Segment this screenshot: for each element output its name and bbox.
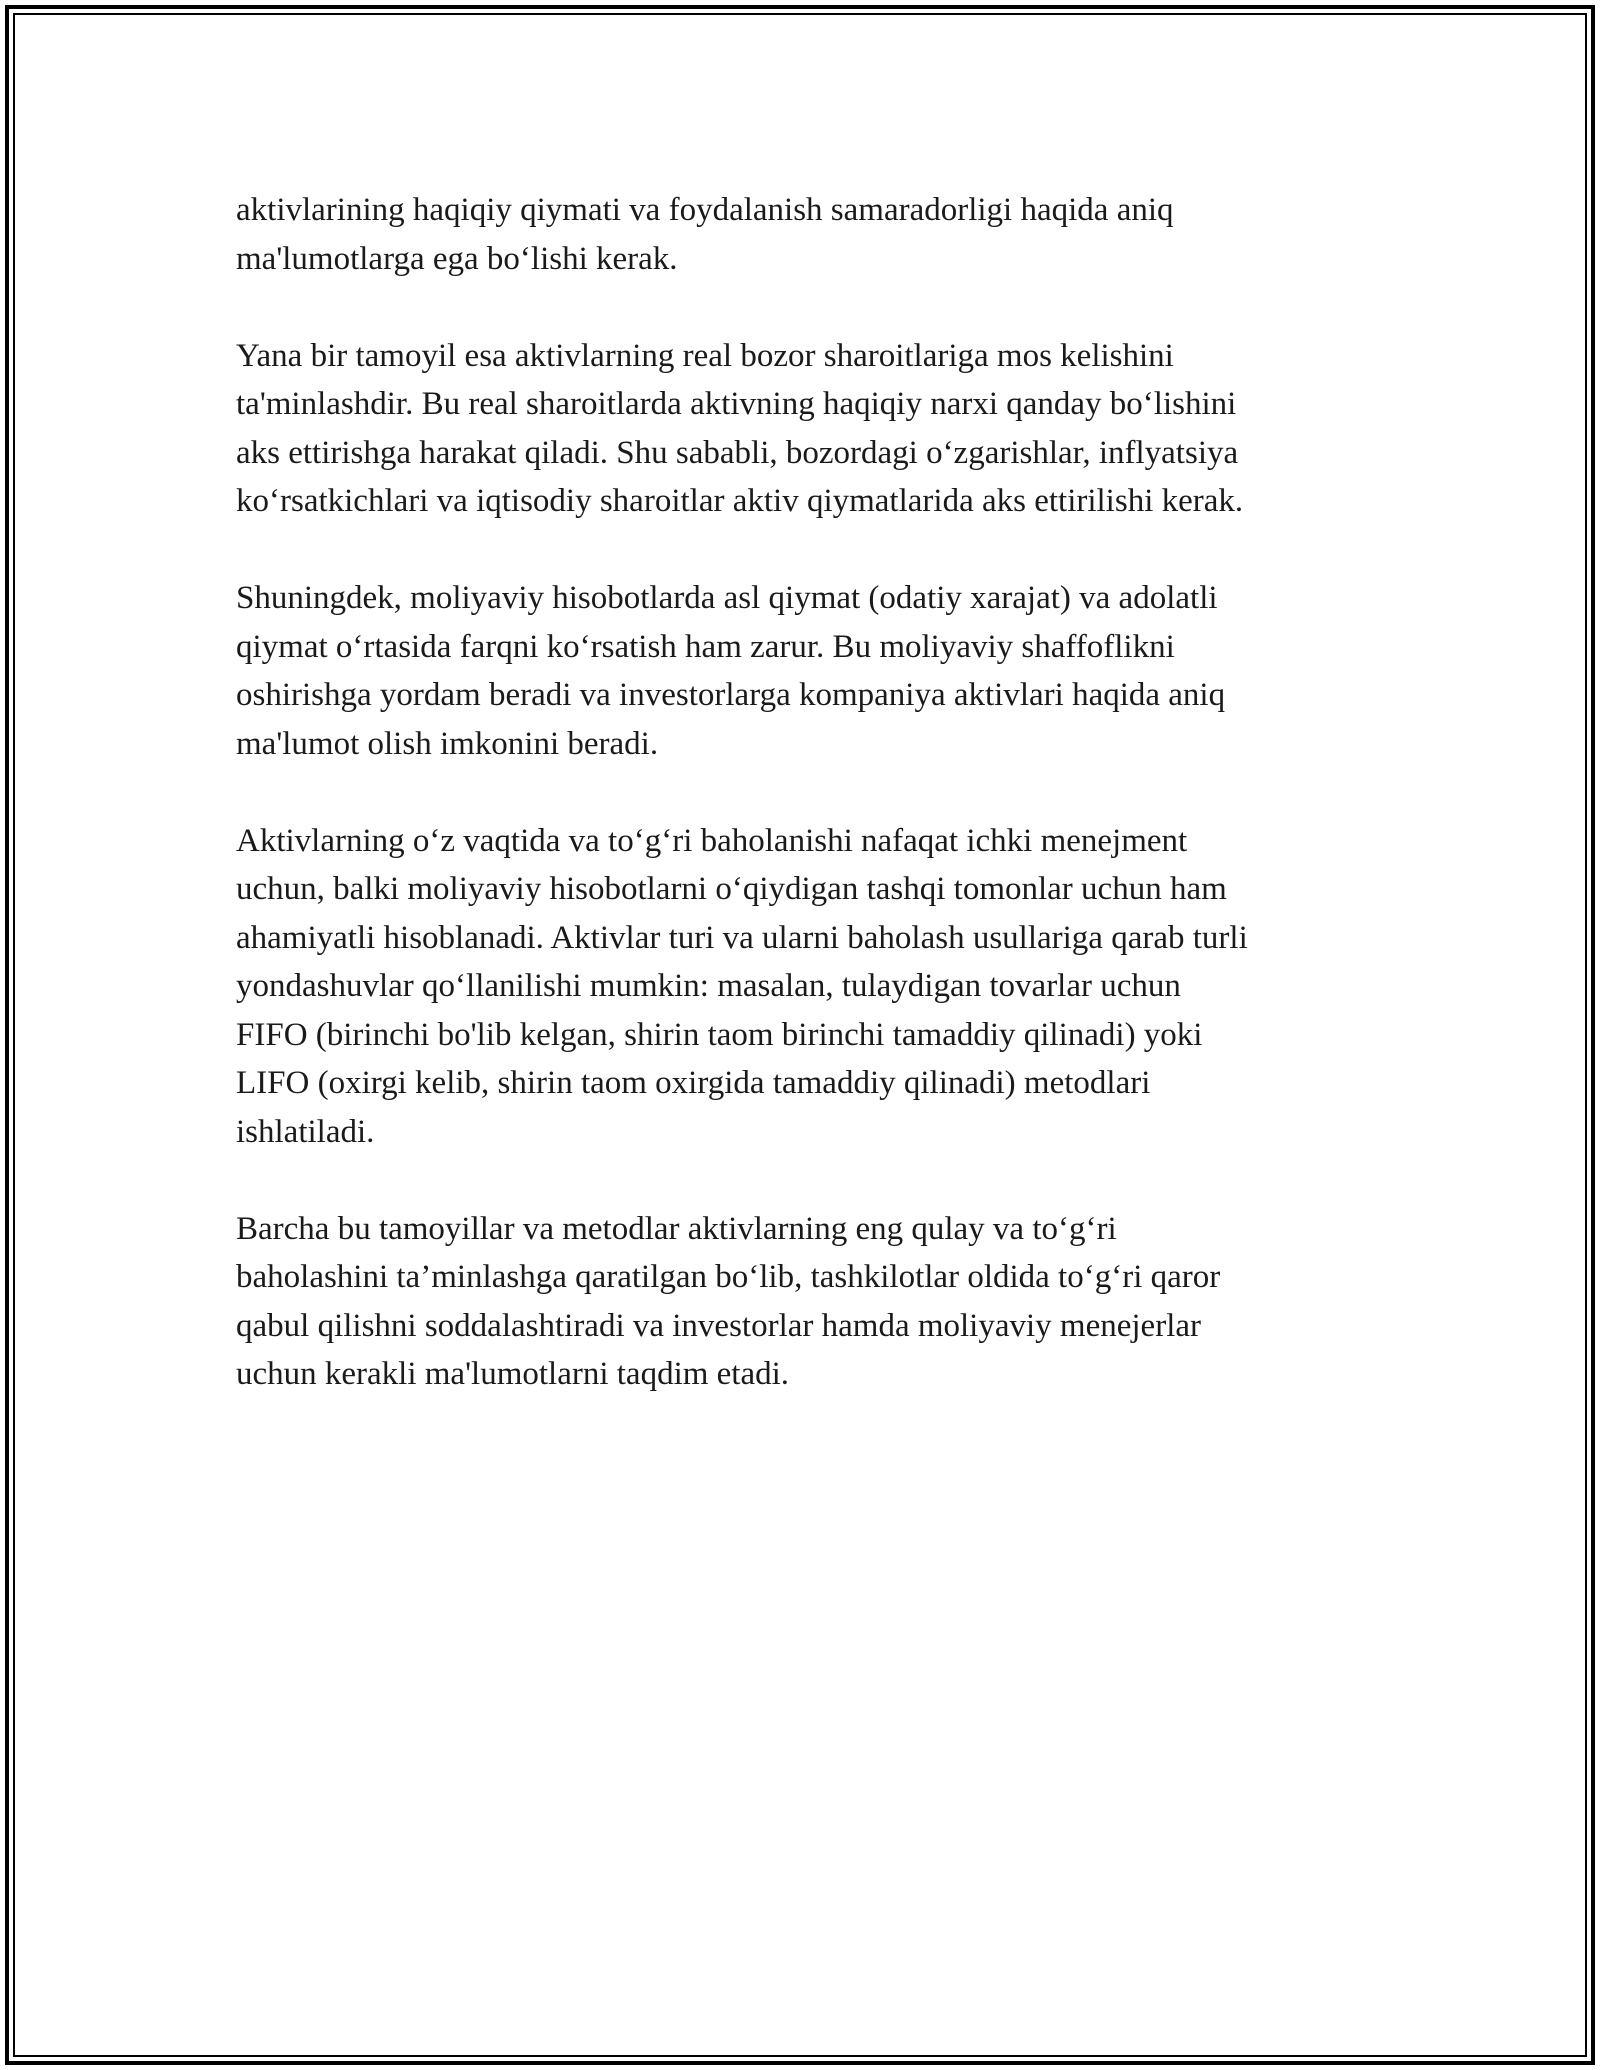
document-body	[236, 186, 1376, 1447]
paragraph-3: Shuningdek, moliyaviy hisobotlarda asl qiymat (odatiy xarajat) va adolatli qiymat oʻrtasida farqni koʻrsatish ham zarur. Bu moliyaviy shaffoflikni oshirishga yordam beradi va investorlarga kompaniya aktivlari haqida aniq ma'lumot olish imkonini beradi.	[236, 580, 1226, 762]
paragraph-2: Yana bir tamoyil esa aktivlarning real bozor sharoitlariga mos kelishini ta'minlashdir. Bu real sharoitlarda aktivning haqiqiy narxi qanday boʻlishini aks ettirishga harakat qiladi. Shu sababli, bozordagi oʻzgarishlar, inflyatsiya koʻrsatkichlari va iqtisodiy sharoitlar aktiv qiymatlarida aks ettirilishi kerak.	[236, 337, 1244, 519]
paragraph-4: Aktivlarning oʻz vaqtida va toʻgʻri baholanishi nafaqat ichki menejment uchun, balki moliyaviy hisobotlarni oʻqiydigan tashqi tomonlar uchun ham ahamiyatli hisoblanadi. Aktivlar turi va ularni baholash usullariga qarab turli yondashuvlar qoʻllanilishi mumkin: masalan, tulaydigan tovarlar uchun FIFO (birinchi bo'lib kelgan, shirin taom birinchi tamaddiy qilinadi) yoki LIFO (oxirgi kelib, shirin taom oxirgida tamaddiy qilinadi) metodlari ishlatiladi.	[236, 822, 1248, 1150]
paragraph-5: Barcha bu tamoyillar va metodlar aktivlarning eng qulay va toʻgʻri baholashini ta’minlashga qaratilgan boʻlib, tashkilotlar oldida toʻgʻri qaror qabul qilishni soddalashtiradi va investorlar hamda moliyaviy menejerlar uchun kerakli ma'lumotlarni taqdim etadi.	[236, 1210, 1221, 1392]
paragraph-1: aktivlarining haqiqiy qiymati va foydalanish samaradorligi haqida aniq ma'lumotlarga ega boʻlishi kerak.	[236, 192, 1174, 277]
